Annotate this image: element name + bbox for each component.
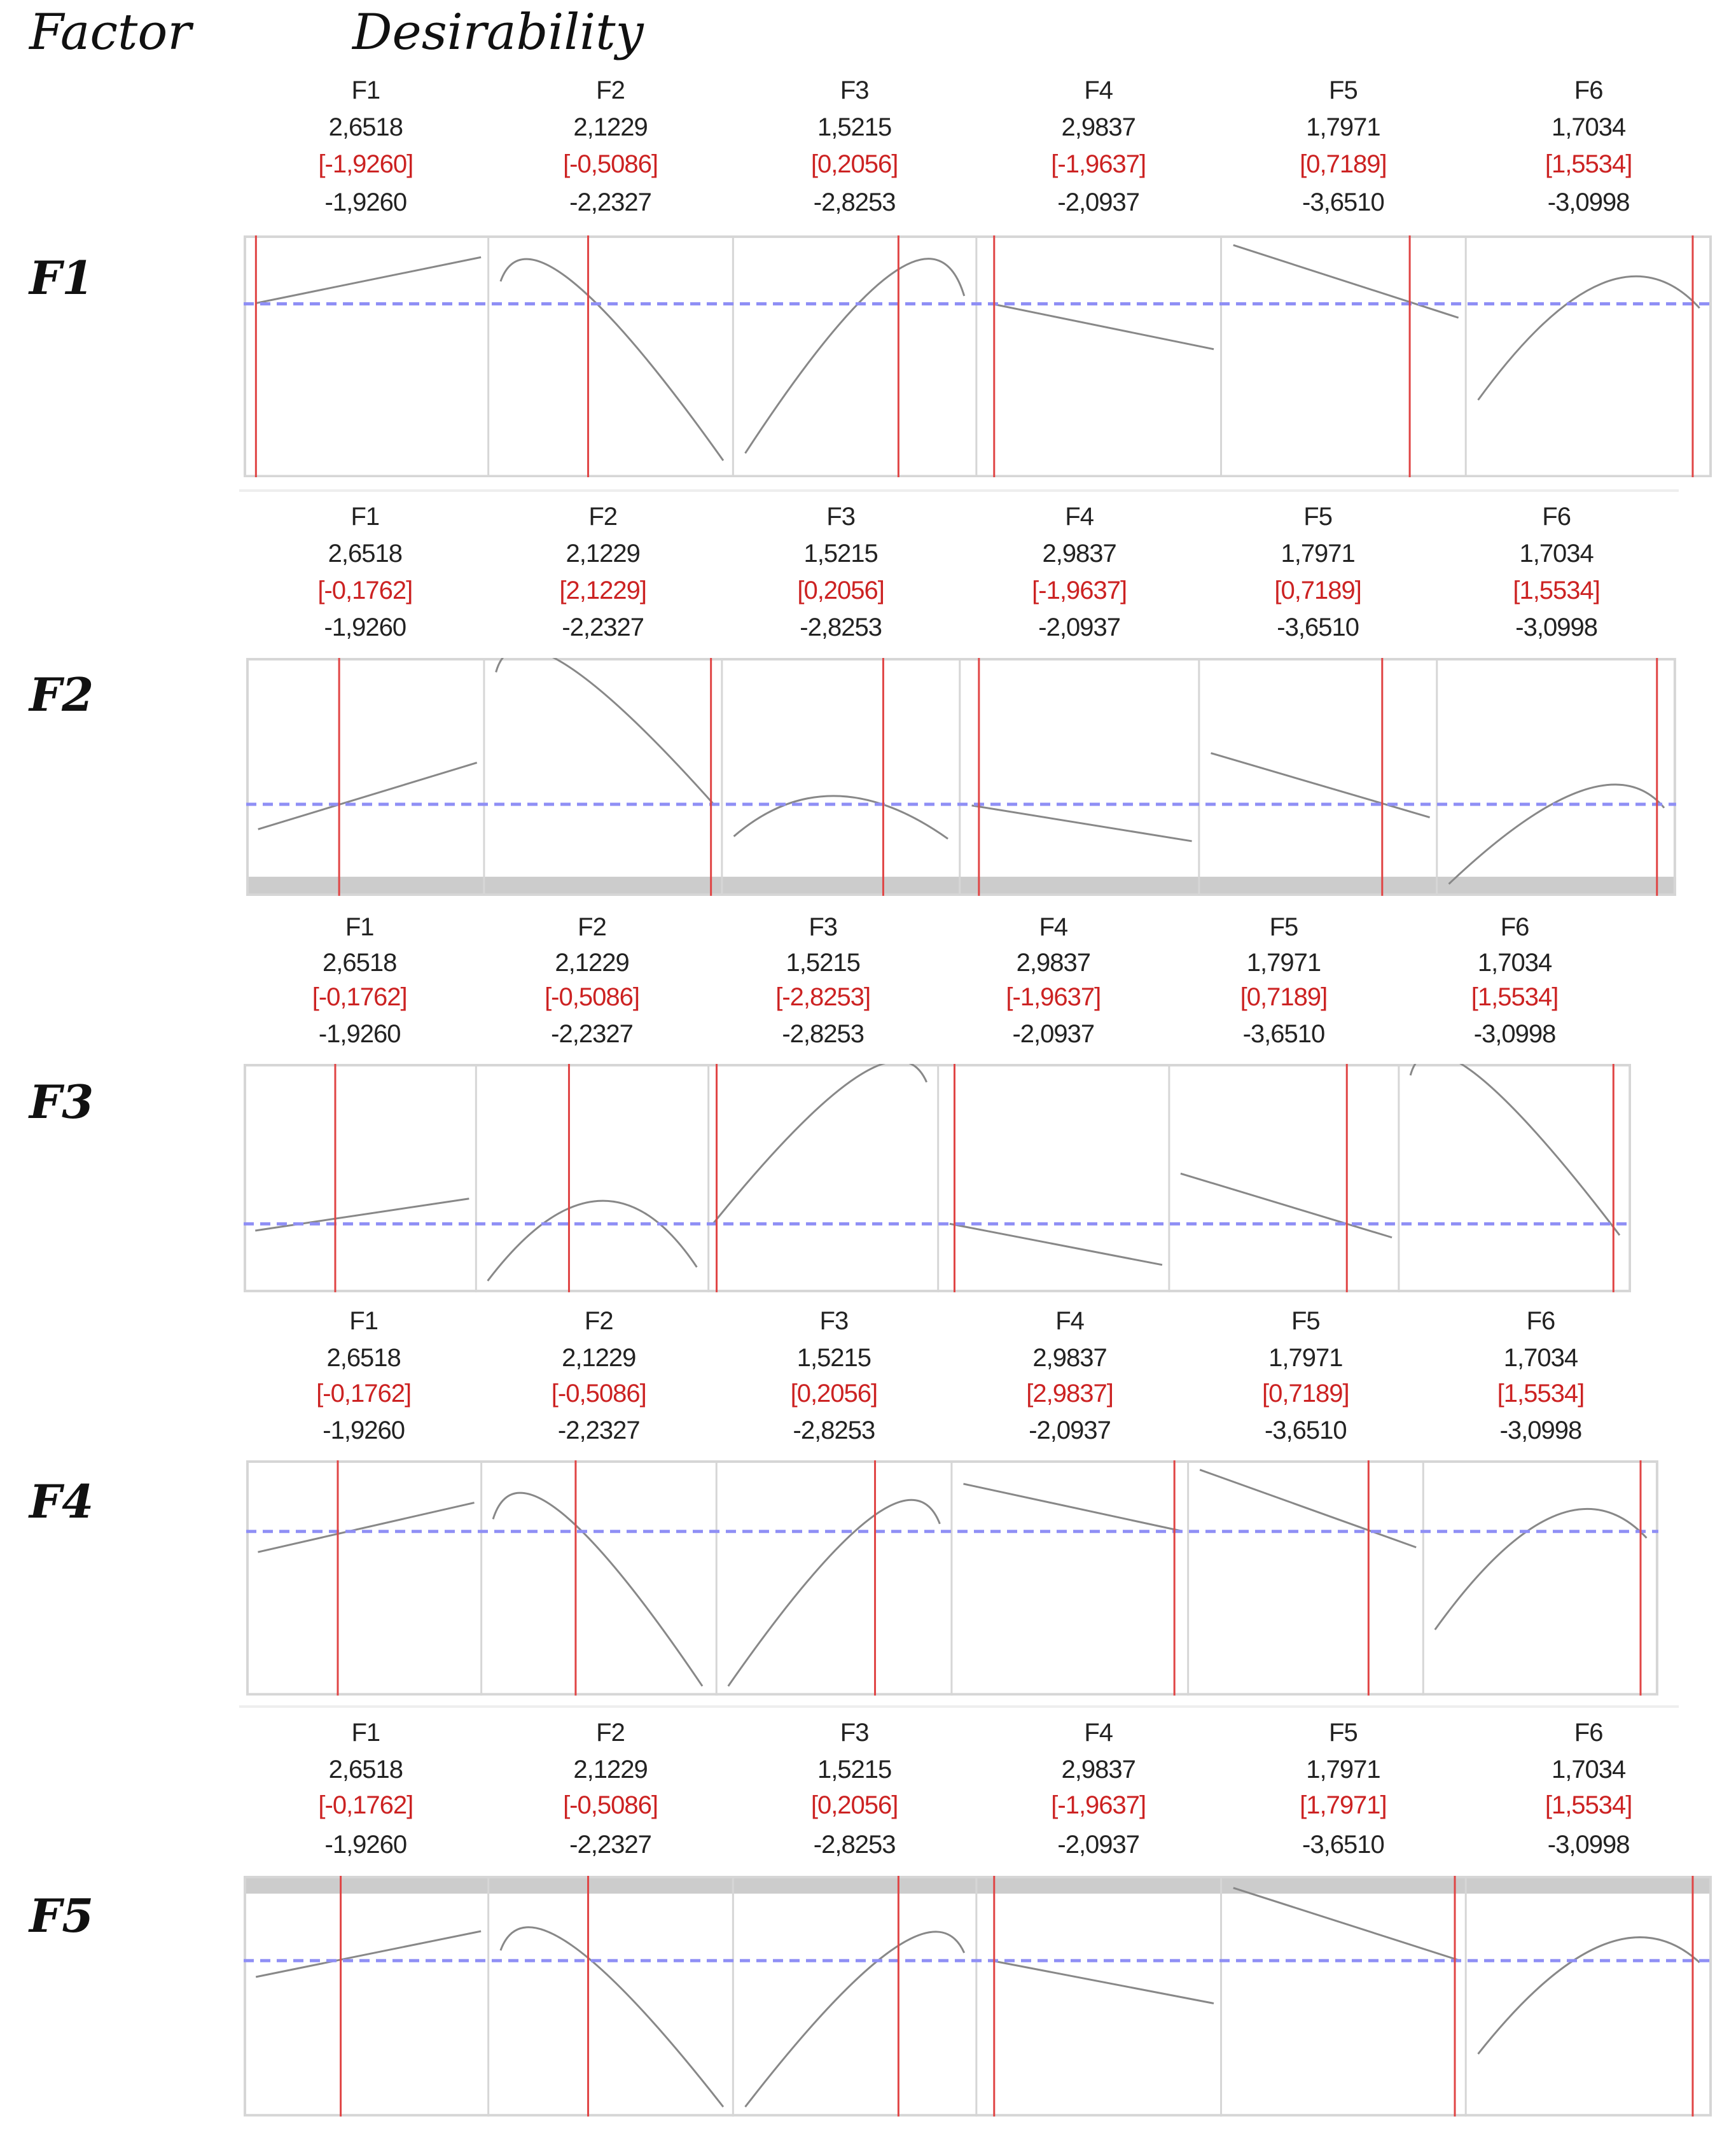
header-names-5: F5 — [1303, 503, 1332, 531]
row-label-f4: F4 — [29, 1474, 94, 1528]
header-names-2: F2 — [588, 503, 618, 531]
header-min-1: -1,9260 — [324, 613, 406, 642]
header-max-5: 1,7971 — [1281, 540, 1355, 568]
header-min-1: -1,9260 — [324, 1831, 407, 1859]
header-min-2: -2,2327 — [557, 1416, 640, 1444]
profiler-chart-row-f2 — [246, 658, 1676, 896]
header-max-1: 2,6518 — [328, 1755, 403, 1784]
header-names-1: F1 — [351, 503, 380, 531]
row-label-f2: F2 — [29, 667, 94, 722]
header-min-6: -3,0998 — [1547, 1831, 1630, 1859]
row-label-f1: F1 — [29, 250, 94, 305]
desirability-curve-1 — [255, 1199, 469, 1231]
header-max-2: 2,1229 — [573, 113, 648, 141]
header-current-1[interactable]: [-0,1762] — [316, 1379, 412, 1408]
chart-border — [247, 659, 1675, 895]
header-current-3[interactable]: [0,2056] — [810, 150, 898, 178]
desirability-curve-5 — [1233, 245, 1458, 318]
header-max-3: 1,5215 — [817, 1755, 892, 1784]
header-names-5: F5 — [1329, 76, 1358, 104]
desirability-curve-5 — [1180, 1173, 1391, 1237]
desirability-curve-4 — [949, 1224, 1162, 1265]
header-names-1: F1 — [345, 913, 374, 942]
header-current-1[interactable]: [-0,1762] — [317, 576, 413, 605]
desirability-curve-4 — [989, 303, 1214, 349]
header-max-1: 2,6518 — [328, 113, 403, 141]
desirability-curve-5 — [1200, 1470, 1416, 1548]
desirability-curve-2 — [500, 1927, 723, 2107]
header-names-2: F2 — [596, 1718, 625, 1747]
header-names-3: F3 — [809, 913, 838, 942]
header-current-2[interactable]: [-0,5086] — [551, 1379, 646, 1408]
desirability-curve-2 — [493, 1493, 702, 1686]
header-min-1: -1,9260 — [318, 1019, 401, 1048]
header-current-5[interactable]: [0,7189] — [1240, 982, 1328, 1011]
header-names-4: F4 — [1065, 503, 1094, 531]
profiler-chart-row-f5 — [244, 1876, 1712, 2116]
desirability-curve-3 — [745, 258, 964, 453]
desirability-curve-6 — [1448, 785, 1663, 884]
header-current-6[interactable]: [1,5534] — [1471, 982, 1559, 1011]
header-current-3[interactable]: [0,2056] — [810, 1791, 898, 1819]
header-max-5: 1,7971 — [1306, 113, 1380, 141]
header-min-5: -3,6510 — [1302, 188, 1384, 217]
header-min-4: -2,0937 — [1038, 613, 1120, 642]
header-current-2[interactable]: [2,1229] — [559, 576, 646, 605]
header-max-6: 1,7034 — [1551, 1755, 1626, 1784]
header-max-4: 2,9837 — [1061, 1755, 1135, 1784]
header-min-2: -2,2327 — [562, 613, 644, 642]
header-current-5[interactable]: [0,7189] — [1300, 150, 1387, 178]
header-max-5: 1,7971 — [1246, 948, 1321, 977]
profiler-chart-row-f1 — [244, 235, 1712, 477]
desirability-curve-6 — [1478, 1938, 1699, 2054]
header-names-2: F2 — [596, 76, 625, 104]
header-names-4: F4 — [1039, 913, 1068, 942]
header-min-5: -3,6510 — [1242, 1019, 1325, 1048]
header-min-3: -2,8253 — [793, 1416, 875, 1444]
header-names-4: F4 — [1055, 1306, 1084, 1335]
header-min-4: -2,0937 — [1029, 1416, 1111, 1444]
profiler-chart-row-f3 — [244, 1064, 1631, 1292]
desirability-curve-3 — [733, 796, 948, 839]
header-min-2: -2,2327 — [569, 1831, 651, 1859]
header-names-6: F6 — [1574, 76, 1603, 104]
header-min-4: -2,0937 — [1057, 1831, 1140, 1859]
header-min-1: -1,9260 — [323, 1416, 405, 1444]
infeasible-band — [244, 1876, 1712, 1894]
header-min-5: -3,6510 — [1264, 1416, 1347, 1444]
header-names-3: F3 — [826, 503, 855, 531]
desirability-title: Desirability — [352, 4, 644, 61]
header-min-6: -3,0998 — [1547, 188, 1630, 217]
header-current-4[interactable]: [-1,9637] — [1006, 982, 1101, 1011]
header-names-5: F5 — [1291, 1306, 1320, 1335]
header-min-3: -2,8253 — [813, 1831, 896, 1859]
header-current-5[interactable]: [0,7189] — [1274, 576, 1361, 605]
chart-border — [245, 237, 1711, 476]
header-current-6[interactable]: [1,5534] — [1497, 1379, 1585, 1408]
desirability-curve-1 — [258, 1503, 474, 1553]
header-max-4: 2,9837 — [1016, 948, 1090, 977]
desirability-curve-4 — [963, 1484, 1181, 1531]
header-current-4[interactable]: [-1,9637] — [1051, 150, 1146, 178]
factor-title: Factor — [29, 4, 191, 61]
header-max-3: 1,5215 — [796, 1343, 871, 1372]
desirability-curve-1 — [258, 762, 477, 829]
header-current-2[interactable]: [-0,5086] — [563, 1791, 658, 1819]
row-label-f5: F5 — [29, 1889, 94, 1943]
desirability-curve-1 — [256, 257, 481, 303]
header-current-3[interactable]: [0,2056] — [797, 576, 884, 605]
header-names-6: F6 — [1500, 913, 1529, 942]
header-min-3: -2,8253 — [782, 1019, 865, 1048]
desirability-curve-2 — [487, 1201, 697, 1281]
header-current-5[interactable]: [1,7971] — [1300, 1791, 1387, 1819]
desirability-curve-4 — [989, 1960, 1214, 2004]
header-max-6: 1,7034 — [1519, 540, 1594, 568]
desirability-curve-6 — [1478, 276, 1699, 400]
desirability-curve-5 — [1211, 753, 1429, 817]
block-separator — [239, 1705, 1679, 1708]
desirability-curve-1 — [256, 1931, 481, 1977]
header-current-6[interactable]: [1,5534] — [1513, 576, 1600, 605]
header-current-2[interactable]: [-0,5086] — [563, 150, 658, 178]
desirability-curve-6 — [1435, 1509, 1647, 1630]
block-separator — [239, 489, 1679, 492]
header-max-6: 1,7034 — [1551, 113, 1626, 141]
header-max-2: 2,1229 — [562, 1343, 636, 1372]
header-names-3: F3 — [819, 1306, 849, 1335]
header-min-3: -2,8253 — [813, 188, 896, 217]
header-names-2: F2 — [578, 913, 606, 942]
header-current-6[interactable]: [1,5534] — [1545, 1791, 1632, 1819]
header-names-5: F5 — [1329, 1718, 1358, 1747]
desirability-curve-3 — [712, 1064, 926, 1224]
header-names-1: F1 — [351, 1718, 380, 1747]
header-min-6: -3,0998 — [1515, 613, 1597, 642]
desirability-curve-2 — [496, 658, 714, 806]
header-names-6: F6 — [1542, 503, 1571, 531]
header-current-5[interactable]: [0,7189] — [1261, 1379, 1349, 1408]
header-max-3: 1,5215 — [803, 540, 878, 568]
desirability-curve-3 — [728, 1500, 940, 1686]
header-names-3: F3 — [840, 1718, 869, 1747]
row-label-f3: F3 — [29, 1075, 94, 1129]
header-max-5: 1,7971 — [1306, 1755, 1380, 1784]
header-names-1: F1 — [349, 1306, 378, 1335]
header-max-4: 2,9837 — [1032, 1343, 1107, 1372]
header-current-6[interactable]: [1,5534] — [1545, 150, 1632, 178]
header-max-1: 2,6518 — [326, 1343, 401, 1372]
header-current-4[interactable]: [-1,9637] — [1032, 576, 1127, 605]
header-names-4: F4 — [1084, 76, 1113, 104]
desirability-curve-3 — [745, 1932, 964, 2107]
header-max-3: 1,5215 — [786, 948, 860, 977]
header-current-1[interactable]: [-0,1762] — [318, 1791, 413, 1819]
header-current-2[interactable]: [-0,5086] — [545, 982, 639, 1011]
header-max-6: 1,7034 — [1477, 948, 1552, 977]
header-current-4[interactable]: [-1,9637] — [1051, 1791, 1146, 1819]
chart-border — [245, 1877, 1711, 2115]
header-min-5: -3,6510 — [1302, 1831, 1384, 1859]
header-max-4: 2,9837 — [1042, 540, 1116, 568]
header-min-5: -3,6510 — [1277, 613, 1359, 642]
header-min-4: -2,0937 — [1012, 1019, 1095, 1048]
header-max-4: 2,9837 — [1061, 113, 1135, 141]
desirability-curve-2 — [500, 259, 723, 461]
header-names-6: F6 — [1526, 1306, 1555, 1335]
header-names-2: F2 — [584, 1306, 613, 1335]
desirability-curve-6 — [1410, 1064, 1620, 1235]
header-names-6: F6 — [1574, 1718, 1603, 1747]
header-names-1: F1 — [351, 76, 380, 104]
header-min-6: -3,0998 — [1473, 1019, 1556, 1048]
header-current-3[interactable]: [-2,8253] — [775, 982, 871, 1011]
header-min-1: -1,9260 — [324, 188, 407, 217]
infeasible-band — [246, 876, 1676, 895]
header-max-1: 2,6518 — [328, 540, 402, 568]
header-min-6: -3,0998 — [1499, 1416, 1582, 1444]
header-max-2: 2,1229 — [566, 540, 640, 568]
header-max-3: 1,5215 — [817, 113, 892, 141]
header-names-4: F4 — [1084, 1718, 1113, 1747]
header-current-1[interactable]: [-0,1762] — [312, 982, 407, 1011]
header-max-6: 1,7034 — [1503, 1343, 1578, 1372]
desirability-curve-4 — [971, 805, 1191, 841]
header-current-3[interactable]: [0,2056] — [790, 1379, 878, 1408]
header-max-2: 2,1229 — [555, 948, 629, 977]
profiler-chart-row-f4 — [246, 1460, 1658, 1696]
header-names-3: F3 — [840, 76, 869, 104]
header-current-4[interactable]: [2,9837] — [1026, 1379, 1113, 1408]
desirability-curve-5 — [1233, 1888, 1458, 1960]
header-min-4: -2,0937 — [1057, 188, 1140, 217]
header-min-3: -2,8253 — [800, 613, 882, 642]
header-names-5: F5 — [1269, 913, 1298, 942]
header-max-2: 2,1229 — [573, 1755, 648, 1784]
header-max-1: 2,6518 — [323, 948, 397, 977]
header-min-2: -2,2327 — [551, 1019, 633, 1048]
header-current-1[interactable]: [-1,9260] — [318, 150, 413, 178]
header-min-2: -2,2327 — [569, 188, 651, 217]
header-max-5: 1,7971 — [1268, 1343, 1343, 1372]
